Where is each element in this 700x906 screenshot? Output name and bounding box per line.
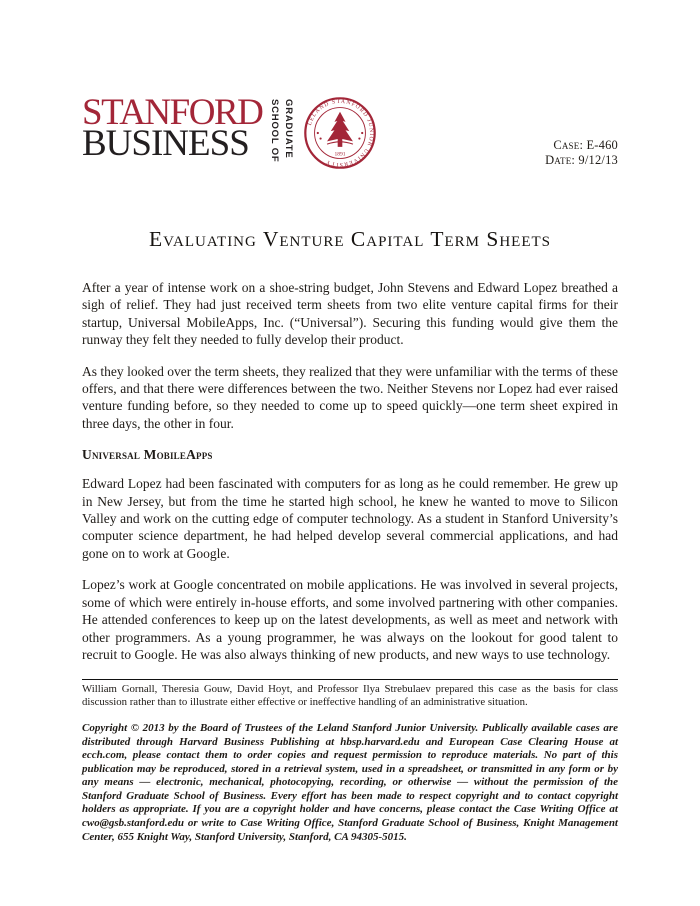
case-date: Date: 9/12/13	[545, 152, 618, 167]
wordmark-graduate: GRADUATE	[282, 99, 294, 159]
seal-ring-text: LELAND STANFORD JUNIOR UNIVERSITY	[306, 98, 375, 168]
wordmark-vertical-text	[267, 99, 295, 169]
paragraph-lopez-background: Edward Lopez had been fascinated with computers for as long as he could remember. He grew up in New Jersey, but from the time he started high school, he knew he wanted to move to Silicon Valley and work on the cutting edge of computer technology. As a student in Stanford University’s computer science department, he had helped develop several commercial applications, and had gone on to work at Google.	[82, 476, 618, 561]
document-footer	[82, 679, 618, 844]
attribution-note: William Gornall, Theresia Gouw, David Hoyt, and Professor Ilya Strebulaev prepared this case as the basis for class discussion rather than to illustrate either effective or ineffective handling of an administrative situation.	[82, 683, 618, 709]
paragraph-intro: After a year of intense work on a shoe-string budget, John Stevens and Edward Lopez breathed a sigh of relief. They had just received term sheets from two elite venture capital firms for their startup, Universal MobileApps, Inc. (“Universal”). Securing this funding would give them the runway they felt they needed to fully develop their product.	[82, 280, 618, 348]
document-title: Evaluating Venture Capital Term Sheets	[149, 227, 551, 251]
paragraph-lopez-google: Lopez’s work at Google concentrated on mobile applications. He was involved in several projects, some of which were entirely in-house efforts, and some involved partnering with other companies. He attended conferences to keep up on the latest developments, as well as meet and network with other programmers. As a young programmer, he was always on the lookout for good talent to recruit to Google. He was also always thinking of new products, and new ways to use technology.	[82, 577, 618, 662]
copyright-notice: Copyright © 2013 by the Board of Trustees of the Leland Stanford Junior University. Publically available cases are distributed through Harvard Business Publishing at hbsp.harvard.edu and European Case Clearing House at ecch.com, please contact them to order copies and request permission to reproduce materials. No part of this publication may be reproduced, stored in a retrieval system, used in a spreadsheet, or transmitted in any form or by any means — electronic, mechanical, photocopying, recording, or otherwise — without the permission of the Stanford Graduate School of Business. Every effort has been made to respect copyright and to contact copyright holders as appropriate. If you are a copyright holder and have concerns, please contact the Case Writing Office at cwo@gsb.stanford.edu or write to Case Writing Office, Stanford Graduate School of Business, Knight Management Center, 655 Knight Way, Stanford University, Stanford, CA 94305-5015.	[82, 721, 618, 843]
footnote-divider	[82, 679, 618, 680]
paragraph-term-sheets: As they looked over the term sheets, they realized that they were unfamiliar with the terms of these offers, and that there were differences between the two. Neither Stevens nor Lopez had ever raised venture funding before, so they needed to come up to speed quickly—one term sheet expired in three days, the other in four.	[82, 363, 618, 431]
wordmark-stanford: STANFORD	[82, 92, 263, 133]
wordmark	[82, 92, 263, 165]
section-heading-universal-mobileapps: Universal MobileApps	[82, 447, 213, 463]
case-info	[545, 138, 618, 171]
wordmark-business: BUSINESS	[82, 123, 249, 165]
wordmark-school-of: SCHOOL OF	[269, 99, 281, 163]
stanford-seal-icon	[303, 96, 377, 170]
masthead	[82, 92, 618, 170]
stanford-business-logo	[82, 92, 377, 170]
seal-year: 1891	[334, 151, 346, 158]
document-body	[82, 279, 618, 663]
case-number: Case: E-460	[553, 137, 618, 152]
